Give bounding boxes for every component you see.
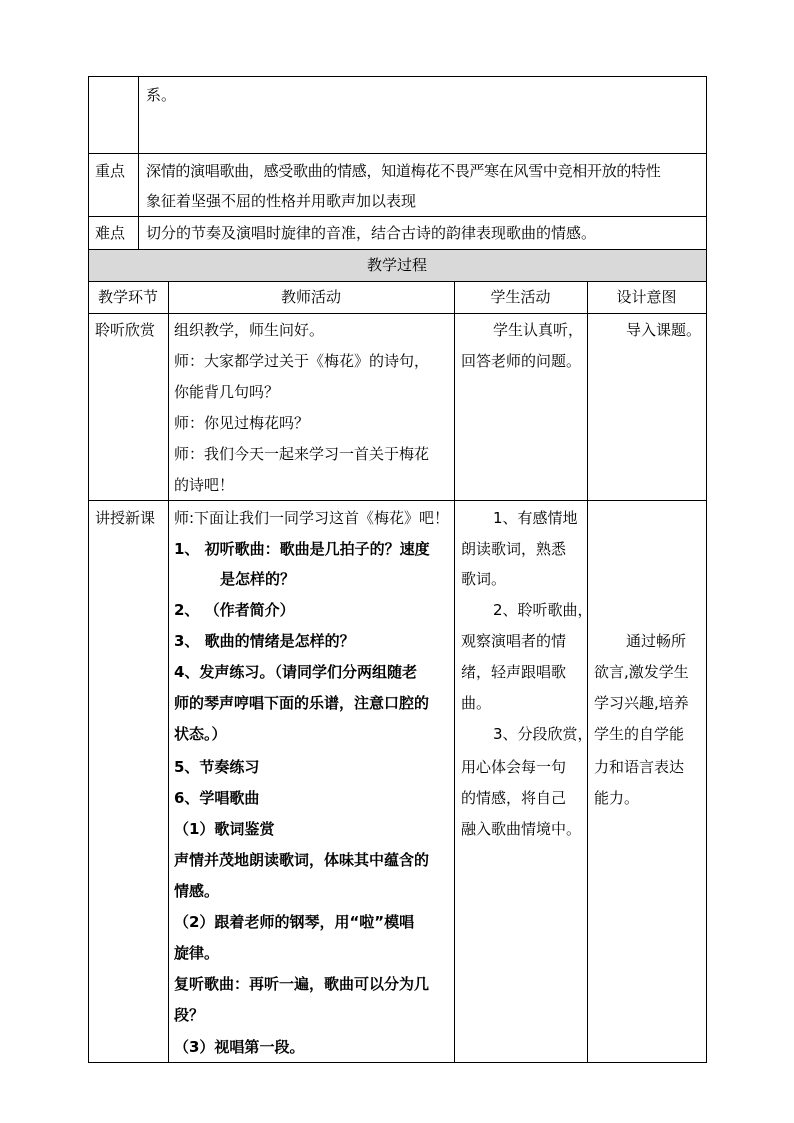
focus-label: 重点 [95, 162, 126, 180]
section2-teacher-line: 1、 初听歌曲：歌曲是几拍子的？速度 [174, 540, 430, 558]
section2-design-line: 学生的自学能 [594, 725, 685, 743]
section2-design-line: 通过畅所 [626, 632, 687, 650]
section2-teacher-line: 声情并茂地朗读歌词，体味其中蕴含的 [174, 851, 430, 869]
column-header: 教学环节 [97, 288, 158, 306]
focus-line: 深情的演唱歌曲，感受歌曲的情感，知道梅花不畏严寒在风雪中竞相开放的特性 [146, 162, 661, 180]
section2-design-line: 欲言,激发学生 [594, 663, 689, 681]
grid-line [88, 216, 707, 217]
section2-student-line: 歌词。 [461, 570, 507, 588]
section2-teacher-line: （3）视唱第一段。 [174, 1038, 305, 1056]
section1-teacher-line: 组织教学，师生问好。 [174, 321, 325, 339]
section2-teacher-line: （2）跟着老师的钢琴，用“啦”模唱 [174, 913, 415, 931]
difficulty-label: 难点 [95, 224, 126, 242]
section1-design-line: 导入课题。 [626, 321, 702, 339]
column-header: 设计意图 [616, 288, 677, 306]
section1-teacher-line: 师：你见过梅花吗？ [174, 414, 310, 432]
section2-teacher-line: 师:下面让我们一同学习这首《梅花》吧！ [174, 509, 450, 527]
section1-teacher-line: 师：我们今天一起来学习一首关于梅花 [174, 445, 430, 463]
grid-line [88, 1062, 707, 1063]
focus-line: 象征着坚强不屈的性格并用歌声加以表现 [146, 192, 417, 210]
section2-teacher-line: （1）歌词鉴赏 [174, 820, 275, 838]
grid-line [88, 281, 707, 282]
grid-line [88, 500, 707, 501]
grid-line [88, 313, 707, 314]
grid-line [454, 281, 455, 1063]
section1-teacher-line: 的诗吧！ [174, 476, 235, 494]
section2-teacher-line: 师的琴声哼唱下面的乐谱，注意口腔的 [174, 694, 430, 712]
section2-student-line: 朗读歌词，熟悉 [461, 540, 567, 558]
grid-line [88, 76, 89, 1063]
process-header: 教学过程 [366, 256, 427, 274]
grid-line [587, 281, 588, 1063]
grid-line [168, 281, 169, 1063]
section2-teacher-line: 3、 歌曲的情绪是怎样的？ [174, 632, 355, 650]
section2-teacher-line: 旋律。 [174, 944, 220, 962]
section2-stage: 讲授新课 [95, 509, 156, 527]
grid-line [88, 249, 707, 250]
difficulty-content: 切分的节奏及演唱时旋律的音准，结合古诗的韵律表现歌曲的情感。 [146, 224, 597, 242]
grid-line [138, 76, 139, 249]
section1-teacher-line: 你能背几句吗？ [174, 383, 280, 401]
section2-student-line: 用心体会每一句 [461, 758, 567, 776]
section2-student-line: 的情感，将自己 [461, 789, 567, 807]
section2-teacher-line: 2、 （作者简介） [174, 601, 295, 619]
top-row-content: 系。 [146, 86, 177, 104]
section2-design-line: 学习兴趣,培养 [594, 694, 689, 712]
section2-student-line: 2、聆听歌曲， [493, 601, 593, 619]
column-header: 学生活动 [490, 288, 551, 306]
section2-teacher-line: 情感。 [174, 882, 220, 900]
section1-student-line: 回答老师的问题。 [461, 352, 582, 370]
section2-student-line: 绪，轻声跟唱歌 [461, 663, 567, 681]
section1-stage: 聆听欣赏 [95, 321, 156, 339]
section2-student-line: 观察演唱者的情 [461, 632, 567, 650]
section1-student-line: 学生认真听， [493, 321, 584, 339]
section2-student-line: 曲。 [461, 694, 492, 712]
section2-teacher-line: 复听歌曲：再听一遍，歌曲可以分为几 [174, 975, 430, 993]
section2-student-line: 1、有感情地 [493, 509, 578, 527]
column-header: 教师活动 [280, 288, 341, 306]
section2-design-line: 能力。 [594, 789, 640, 807]
section2-teacher-line: 是怎样的？ [220, 570, 296, 588]
section2-teacher-line: 6、学唱歌曲 [174, 789, 260, 807]
grid-line [88, 153, 707, 154]
section2-teacher-line: 段？ [174, 1006, 205, 1024]
section2-student-line: 融入歌曲情境中。 [461, 820, 582, 838]
section1-teacher-line: 师：大家都学过关于《梅花》的诗句， [174, 352, 430, 370]
section2-design-line: 力和语言表达 [594, 758, 685, 776]
section2-teacher-line: 5、节奏练习 [174, 758, 260, 776]
section2-teacher-line: 状态。） [174, 725, 227, 743]
grid-line [88, 76, 707, 77]
grid-line [706, 76, 707, 1063]
section2-teacher-line: 4、发声练习。（请同学们分两组随老 [174, 663, 417, 681]
section2-student-line: 3、分段欣赏， [493, 725, 593, 743]
